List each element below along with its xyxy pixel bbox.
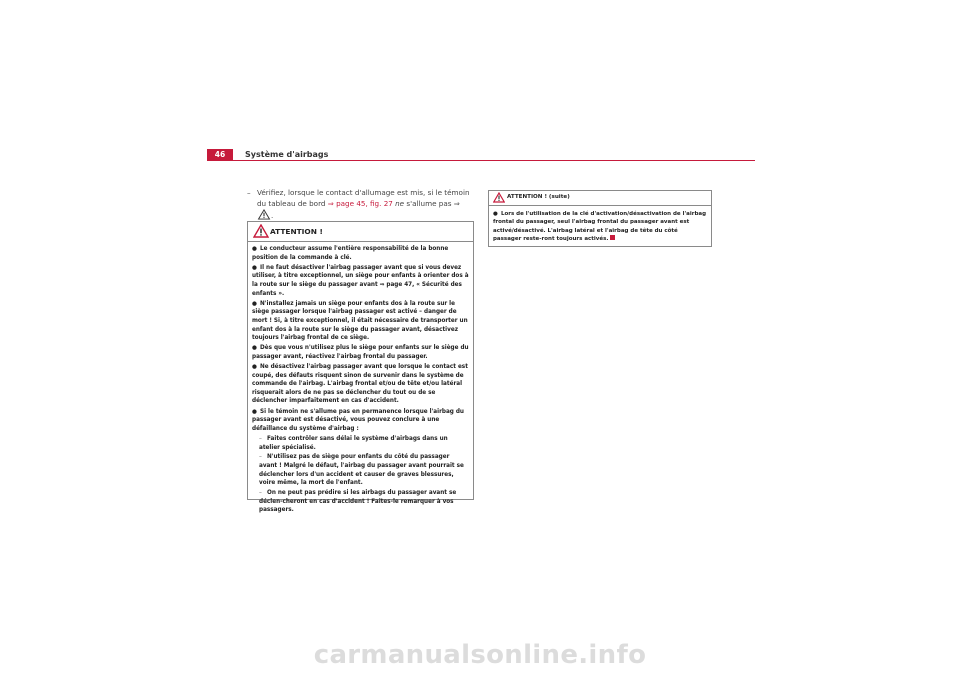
warning-item: ● Ne désactivez l'airbag passager avant que lorsque le contact est coupé, des défauts risquent sinon de survenir dans le système de commande de l'airbag. L'airbag frontal et/ou de tête et/ou latéral risquerait alors de ne pas se déclencher du tout ou de se déclencher imparfaitement en cas d'accident. [252, 364, 468, 405]
warning-subitem: – On ne peut pas prédire si les airbags du passager avant se déclen-cheront en cas d'accident ! Faites-le remarquer à vos passagers. [259, 489, 457, 514]
step-text-after: s'allume pas ⇒ [404, 199, 460, 208]
intro-step [247, 187, 472, 221]
warning-title: ATTENTION ! (suite) [507, 194, 570, 200]
end-of-section-marker [610, 235, 615, 240]
step-dash: – [247, 188, 251, 197]
warning-item: ● N'installez jamais un siège pour enfants dos à la route sur le siège passager lorsque l'airbag passager est activé – danger de mort ! Si, à titre exceptionnel, il était nécessaire de transporter un enfant dos à la route sur le siège du passager avant, désactivez toujours l'airbag frontal de ce siège. [252, 300, 468, 342]
warning-item: ● Le conducteur assume l'entière responsabilité de la bonne position de la commande à clé. [252, 246, 449, 261]
page-link[interactable]: page 45, fig. 27 [333, 199, 393, 208]
step-italic: ne [392, 199, 405, 208]
warning-triangle-icon [493, 192, 505, 203]
warning-subitem: – N'utilisez pas de siège pour enfants du côté du passager avant ! Malgré le défaut, l'airbag du passager avant pourrait se déclencher lors d'un accident et causer de graves blessures, voire même, la mort de l'enfant. [259, 454, 464, 487]
step-text-before: Vérifiez, lorsque le contact d'allumage est mis, si le témoin du tableau de bord [257, 188, 470, 208]
warning-body [248, 242, 473, 515]
step-arrow[interactable]: ⇒ [327, 199, 334, 208]
warning-title: ATTENTION ! [270, 227, 323, 236]
warning-triangle-icon [257, 209, 274, 220]
warning-item: ● Dès que vous n'utilisez plus le siège pour enfants sur le siège du passager avant, réactivez l'airbag frontal du passager. [252, 345, 469, 360]
warning-subitem: – Faites contrôler sans délai le système d'airbags dans un atelier spécialisé. [259, 436, 448, 451]
warning-header [489, 191, 711, 206]
warning-item: ● Si le témoin ne s'allume pas en permanence lorsque l'airbag du passager avant est désactivé, vous pouvez conclure à une défaillance du système d'airbag : [252, 408, 464, 432]
page-number: 46 [207, 149, 233, 161]
warning-item: ● Lors de l'utilisation de la clé d'activation/désactivation de l'airbag frontal du passager, seul l'airbag frontal du passager avant est activé/désactivé. L'airbag latéral et l'airbag de tête du côté passager reste-ront toujours activés. [493, 211, 707, 243]
warning-box [247, 221, 474, 514]
watermark: carmanualsonline.info [313, 640, 647, 670]
step-text [247, 187, 472, 221]
warning-box-continued [488, 190, 712, 247]
step-end: . [271, 211, 274, 220]
warning-triangle-icon [253, 224, 269, 238]
warning-body [489, 206, 711, 244]
section-title: Système d'airbags [245, 150, 329, 159]
warning-item: ● Il ne faut désactiver l'airbag passager avant que si vous devez utiliser, à titre exceptionnel, un siège pour enfants à orienter dos à la route sur le siège du passager avant ⇒ page 47, « Sécurité des enfants ». [252, 264, 469, 297]
warning-header [248, 222, 473, 242]
